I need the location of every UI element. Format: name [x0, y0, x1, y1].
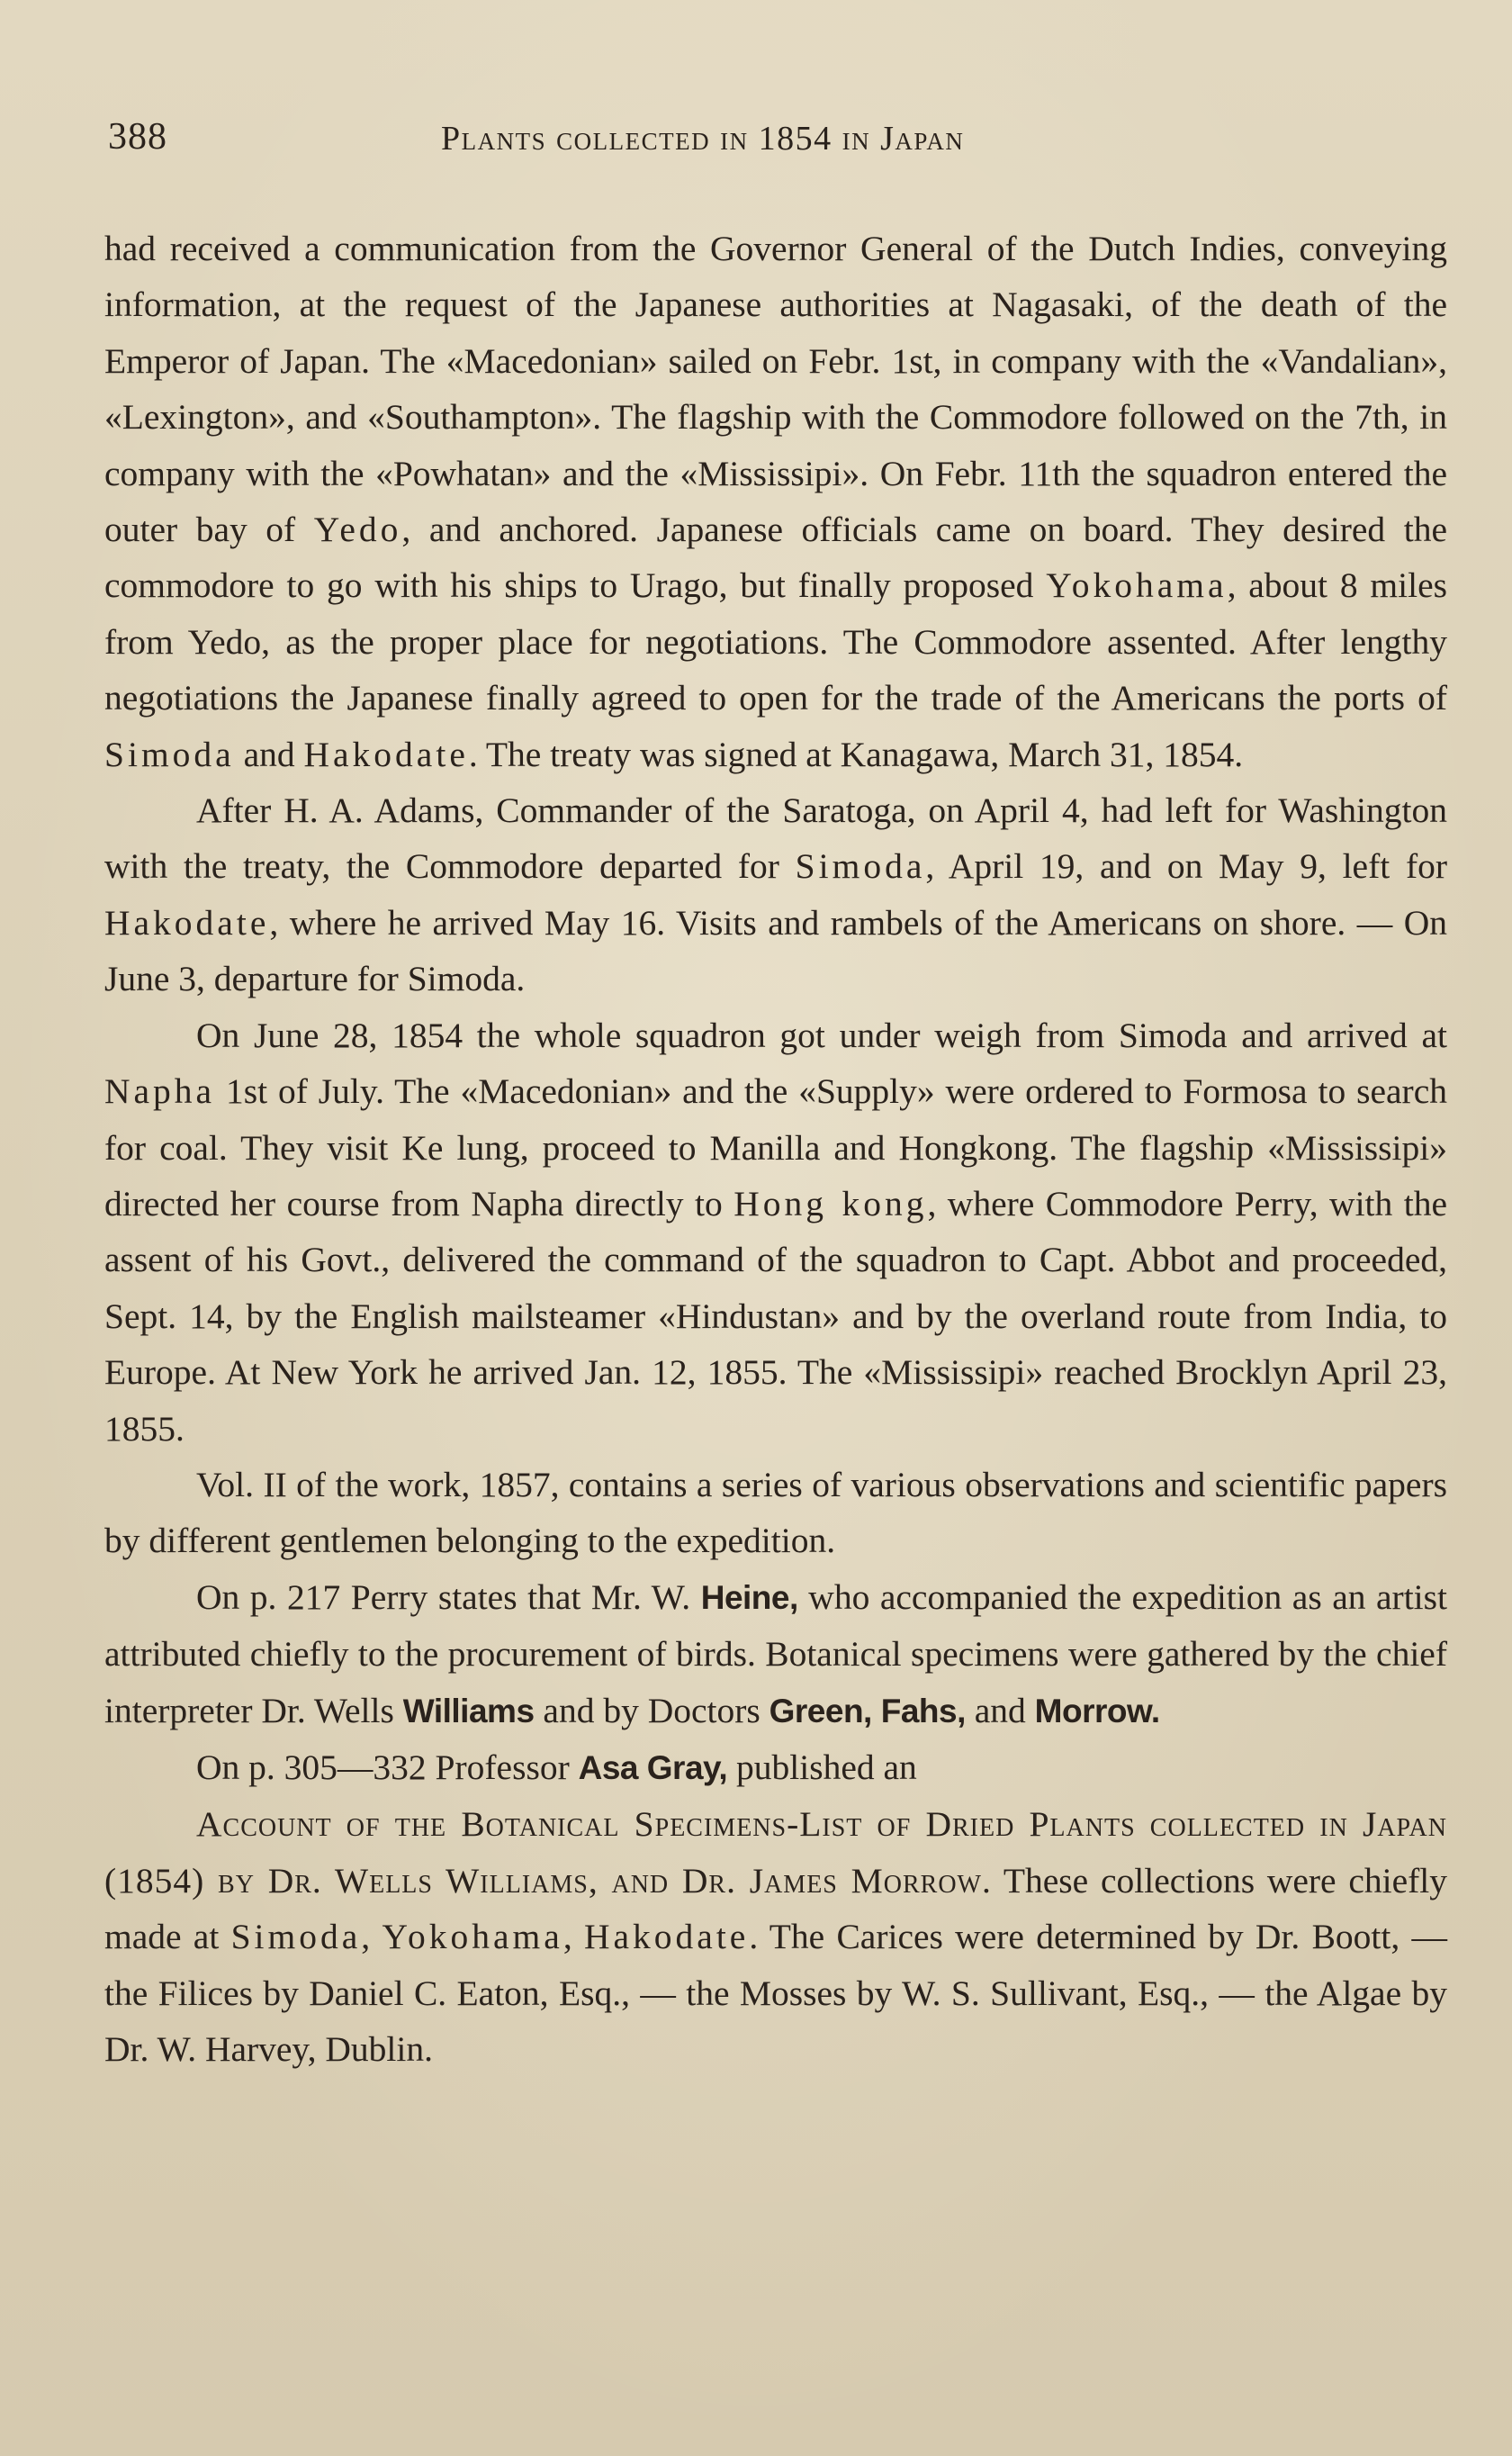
text-run: . The Carices were determined by Dr. Boott, — the Filices by Daniel C. Eaton, Esq., — the Mosses by W. S. Sullivant, Esq., — the Algae by Dr. W. Harvey, Dublin. — [104, 1917, 1448, 2069]
text-run: , — [562, 1917, 584, 1957]
place-name: Simoda — [230, 1917, 362, 1957]
person-name: Williams — [402, 1692, 535, 1729]
place-name: Hong kong — [734, 1183, 928, 1223]
text-run: who accompanied the expedition as an artist attributed chiefly to the procurement of birds. Botanical specimens were gathered by the chief interpreter Dr. Wells — [104, 1576, 1448, 1730]
place-name: Yokohama — [1046, 565, 1228, 606]
page-number: 388 — [108, 116, 167, 158]
person-name: Morrow. — [1034, 1692, 1160, 1729]
text-run — [872, 1691, 881, 1730]
person-name: Heine, — [700, 1578, 798, 1616]
person-name: Green, — [769, 1692, 872, 1729]
place-name: Yokohama — [382, 1917, 563, 1957]
text-run: , — [361, 1917, 382, 1957]
text-run: and — [965, 1690, 1035, 1730]
paragraph-squadron-return — [104, 1007, 1447, 1457]
place-name: Hakodate — [583, 1917, 750, 1957]
place-name: Simoda — [104, 734, 235, 774]
place-name: Simoda — [795, 846, 926, 887]
text-run: and — [234, 734, 304, 774]
place-name: Yedo — [313, 510, 402, 550]
text-run: , where he arrived May 16. Visits and rambels of the Americans on shore. — On June 3, departure for Simoda. — [104, 902, 1447, 999]
body-text — [104, 221, 1447, 2077]
text-run: , about 8 miles from Yedo, as the proper place for negotiations. The Commodore assented. After lengthy negotiations the Japanese finally agreed to open for the trade of the Americans the ports of — [104, 565, 1447, 718]
place-name: Hakodate — [303, 734, 469, 774]
place-name: Hakodate — [104, 902, 270, 943]
text-run: On p. 305—332 Professor — [196, 1747, 579, 1787]
text-run: , April 19, and on May 9, left for — [925, 846, 1448, 887]
account-title: Account of the Botanical Specimens-List of Dried Plants collected in Japan (1854) by Dr. Wells Williams, and Dr. James Morrow. — [104, 1804, 1447, 1901]
paragraph-asa-gray — [104, 1739, 1447, 1796]
text-run: published an — [727, 1747, 917, 1787]
text-run: After H. A. Adams, Commander of the Saratoga, on April 4, had left for Washington with the treaty, the Commodore departed for — [104, 790, 1447, 887]
paragraph-voyage-to-yedo — [104, 221, 1447, 782]
paragraph-collectors — [104, 1569, 1447, 1739]
paragraph-volume-two: Vol. II of the work, 1857, contains a series of various observations and scientific papers by different gentlemen belonging to the expedition. — [104, 1464, 1447, 1561]
person-name: Fahs, — [880, 1692, 966, 1729]
text-run: On June 28, 1854 the whole squadron got under weigh from Simoda and arrived at — [196, 1015, 1447, 1055]
text-run: These collections were chiefly made at — [104, 1860, 1447, 1957]
text-run: had received a communication from the Governor General of the Dutch Indies, conveying information, at the request of the Japanese authorities at Nagasaki, of the death of the Emperor of Japan. The «Macedonian» sailed on Febr. 1st, in company with the «Vandalian», «Lexington», and «Southampton». The flagship with the Commodore followed on the 7th, in company with the «Powhatan» and the «Mississipi». On Febr. 11th the squadron entered the outer bay of — [104, 229, 1447, 550]
paragraph-account — [104, 1796, 1447, 2077]
text-run: and by Doctors — [534, 1690, 770, 1730]
page-header — [108, 115, 1440, 169]
place-name: Napha — [104, 1071, 216, 1112]
text-run: , and anchored. Japanese officials came on board. They desired the commodore to go with his ships to Urago, but finally proposed — [104, 510, 1447, 606]
running-title: Plants collected in 1854 in Japan — [441, 120, 965, 158]
text-run: . The treaty was signed at Kanagawa, March 31, 1854. — [468, 734, 1244, 774]
text-run: , where Commodore Perry, with the assent of his Govt., delivered the command of the squadron to Capt. Abbot and proceeded, Sept. 14, by the English mailsteamer «Hindustan» and by the overland route from India, to Europe. At New York he arrived Jan. 12, 1855. The «Mississipi» reached Brocklyn April 23, 1855. — [104, 1183, 1447, 1449]
text-run: 1st of July. The «Macedonian» and the «Supply» were ordered to Formosa to search for coal. They visit Ke lung, proceed to Manilla and Hongkong. The flagship «Mississipi» directed her course from Napha directly to — [104, 1071, 1447, 1223]
person-name: Asa Gray, — [578, 1748, 728, 1786]
text-run: On p. 217 Perry states that Mr. W. — [196, 1576, 701, 1617]
paragraph-adams-departure — [104, 782, 1447, 1007]
